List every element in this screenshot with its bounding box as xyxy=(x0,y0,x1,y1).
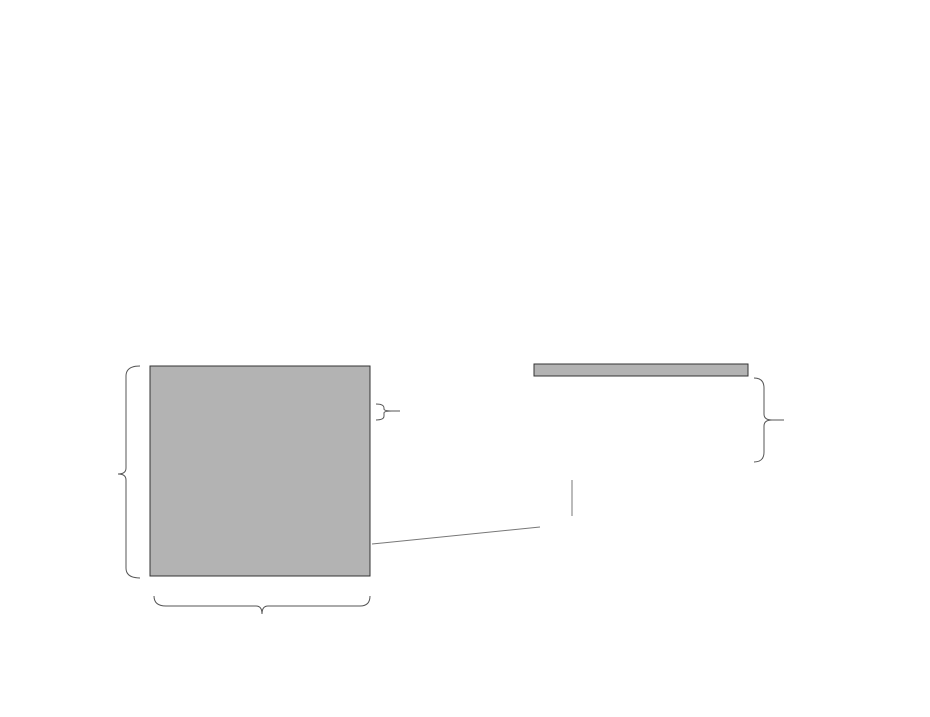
height-bracket xyxy=(118,366,140,578)
side-view-chip xyxy=(534,364,748,376)
fin-length-bracket xyxy=(754,378,784,462)
width-bracket xyxy=(154,596,370,614)
fin-size-bracket xyxy=(376,404,400,420)
bottom-view-plate xyxy=(150,366,370,576)
leader-line-bottom xyxy=(372,527,540,544)
